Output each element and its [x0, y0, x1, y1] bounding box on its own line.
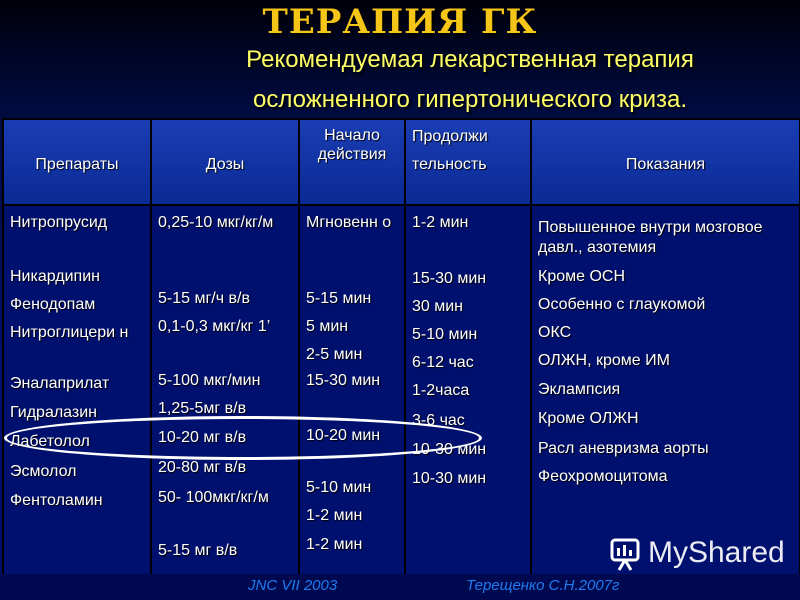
table-header-row	[3, 119, 800, 205]
duration-item: 1-2 мин	[412, 214, 469, 231]
indication-item: Особенно с глаукомой	[538, 296, 706, 313]
onset-item: 10-20 мин	[306, 427, 381, 444]
header-nachalo: Начало действия	[299, 119, 405, 205]
drug-item: Фенодопам	[10, 296, 96, 313]
drug-item: Нитропрусид	[10, 214, 108, 231]
therapy-table	[2, 118, 800, 576]
drug-item: Гидралазин	[10, 404, 97, 421]
duration-item: 15-30 мин	[412, 270, 487, 287]
dose-item: 5-15 мг в/в	[158, 542, 238, 559]
footer-bar	[0, 574, 800, 600]
highlight-ellipse	[4, 416, 482, 460]
subtitle-line-1: Рекомендуемая лекарственная терапия	[246, 46, 694, 73]
subtitle-line-2: осложненного гипертонического криза.	[253, 86, 687, 113]
dose-item: 0,25-10 мкг/кг/м	[158, 214, 274, 231]
dose-item: 5-15 мг/ч в/в	[158, 290, 250, 307]
dose-item: 0,1-0,3 мкг/кг 1’	[158, 318, 271, 335]
drug-item: Эналаприлат	[10, 375, 110, 392]
onset-item: Мгновенн о	[306, 214, 392, 231]
footer-author: Терещенко С.Н.2007г	[466, 577, 620, 594]
drug-item: Фентоламин	[10, 492, 103, 509]
column-drugs	[3, 205, 151, 575]
dose-item: 10-20 мг в/в	[158, 429, 247, 446]
drug-item: Лабетолол	[10, 433, 90, 450]
myshared-logo: MyShared	[608, 534, 784, 574]
onset-item: 5-15 мин	[306, 290, 372, 307]
duration-item: 10-30 мин	[412, 441, 487, 458]
onset-item: 15-30 мин	[306, 372, 381, 389]
indication-item: Кроме ОСН	[538, 268, 626, 285]
footer-source: JNC VII 2003	[248, 577, 338, 594]
indication-item: ОКС	[538, 324, 572, 341]
column-duration	[405, 205, 531, 575]
duration-item: 6-12 час	[412, 354, 474, 371]
table-body-row	[3, 205, 800, 575]
drug-item: Никардипин	[10, 268, 100, 285]
indication-item: Эклампсия	[538, 381, 621, 398]
column-onset	[299, 205, 405, 575]
dose-item: 20-80 мг в/в	[158, 459, 247, 476]
onset-item: 5 мин	[306, 318, 349, 335]
onset-item: 1-2 мин	[306, 536, 363, 553]
header-pokazaniya: Показания	[531, 119, 800, 205]
drug-item: Нитроглицери н	[10, 324, 129, 341]
presentation-icon	[608, 534, 644, 572]
slide-title: ТЕРАПИЯ ГК	[262, 2, 538, 42]
dose-item: 1,25-5мг в/в	[158, 400, 247, 417]
dose-item: 5-100 мкг/мин	[158, 372, 261, 389]
duration-item: 1-2часа	[412, 382, 470, 399]
drug-item: Эсмолол	[10, 463, 77, 480]
onset-item: 2-5 мин	[306, 346, 363, 363]
header-dozy: Дозы	[151, 119, 299, 205]
indication-item: ОЛЖН, кроме ИМ	[538, 352, 670, 369]
indication-item: Расл аневризма аорты	[538, 440, 709, 457]
onset-item: 5-10 мин	[306, 479, 372, 496]
onset-item: 1-2 мин	[306, 507, 363, 524]
dose-item: 50- 100мкг/кг/м	[158, 489, 269, 506]
indication-item: Кроме ОЛЖН	[538, 410, 639, 427]
indication-item: Феохромоцитома	[538, 468, 668, 485]
column-doses	[151, 205, 299, 575]
duration-item: 3-6 час	[412, 412, 465, 429]
duration-item: 30 мин	[412, 298, 464, 315]
slide-subtitle	[190, 40, 750, 120]
header-preparaty: Препараты	[3, 119, 151, 205]
column-indications	[531, 205, 800, 575]
duration-item: 10-30 мин	[412, 470, 487, 487]
header-prodolzhitelnost: Продолжи тельность	[405, 119, 531, 205]
indication-item: Повышенное внутри мозговое давл., азотемия	[538, 219, 763, 256]
duration-item: 5-10 мин	[412, 326, 478, 343]
